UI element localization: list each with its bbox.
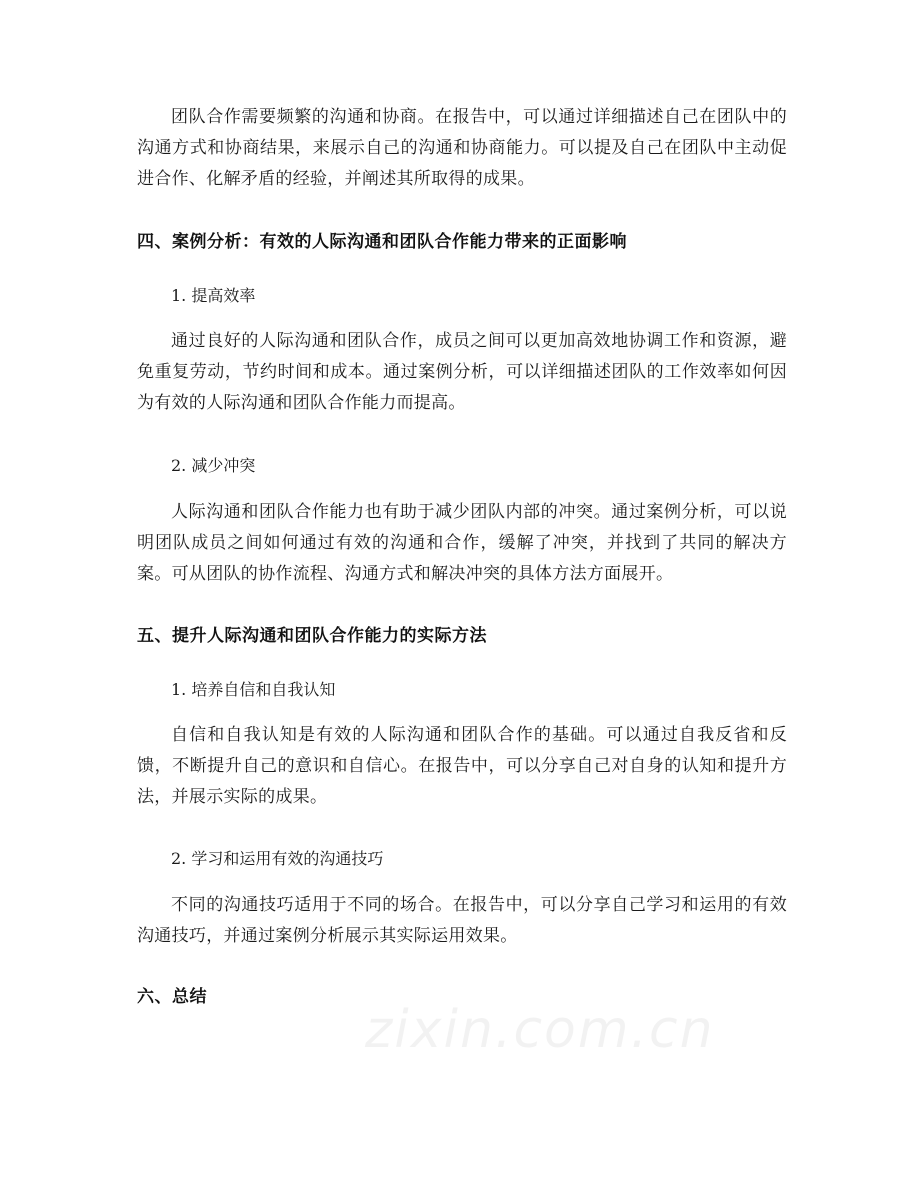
section4-item1-text-block <box>0 326 920 419</box>
section4-item2-text: 人际沟通和团队合作能力也有助于减少团队内部的冲突。通过案例分析，可以说明团队成员之间如何通过有效的沟通和合作，缓解了冲突，并找到了共同的解决方案。可从团队的协作流程、沟通方式和解决冲突的具体方法方面展开。 <box>137 502 787 584</box>
intro-paragraph: 团队合作需要频繁的沟通和协商。在报告中，可以通过详细描述自己在团队中的沟通方式和协商结果，来展示自己的沟通和协商能力。可以提及自己在团队中主动促进合作、化解矛盾的经验，并阐述其所取得的成果。 <box>137 107 787 189</box>
section4-item1-text: 通过良好的人际沟通和团队合作，成员之间可以更加高效地协调工作和资源，避免重复劳动，节约时间和成本。通过案例分析，可以详细描述团队的工作效率如何因为有效的人际沟通和团队合作能力而提高。 <box>137 331 787 413</box>
section6-heading: 六、总结 <box>137 987 207 1007</box>
section4-item2-title: 2. 减少冲突 <box>171 456 256 475</box>
section5-item1-text: 自信和自我认知是有效的人际沟通和团队合作的基础。可以通过自我反省和反馈，不断提升自己的意识和自信心。在报告中，可以分享自己对自身的认知和提升方法，并展示实际的成果。 <box>137 725 787 807</box>
section4-heading-block <box>0 230 920 254</box>
section5-item2-text: 不同的沟通技巧适用于不同的场合。在报告中，可以分享自己学习和运用的有效沟通技巧，并通过案例分析展示其实际运用效果。 <box>137 895 787 946</box>
intro-paragraph-block <box>0 102 920 195</box>
section5-heading-block <box>0 624 920 648</box>
section4-item2-title-block <box>0 454 920 478</box>
section5-item2-title-block <box>0 847 920 871</box>
section4-item2-text-block <box>0 497 920 590</box>
section4-heading: 四、案例分析：有效的人际沟通和团队合作能力带来的正面影响 <box>137 232 627 252</box>
section5-item1-title: 1. 培养自信和自我认知 <box>171 680 336 699</box>
section4-item1-title-block <box>0 284 920 308</box>
section5-item2-text-block <box>0 890 920 952</box>
section5-item1-text-block <box>0 720 920 813</box>
section5-heading: 五、提升人际沟通和团队合作能力的实际方法 <box>137 626 487 646</box>
section4-item1-title: 1. 提高效率 <box>171 286 256 305</box>
watermark: zixin.com.cn <box>365 1000 715 1060</box>
section5-item2-title: 2. 学习和运用有效的沟通技巧 <box>171 849 384 868</box>
section5-item1-title-block <box>0 678 920 702</box>
